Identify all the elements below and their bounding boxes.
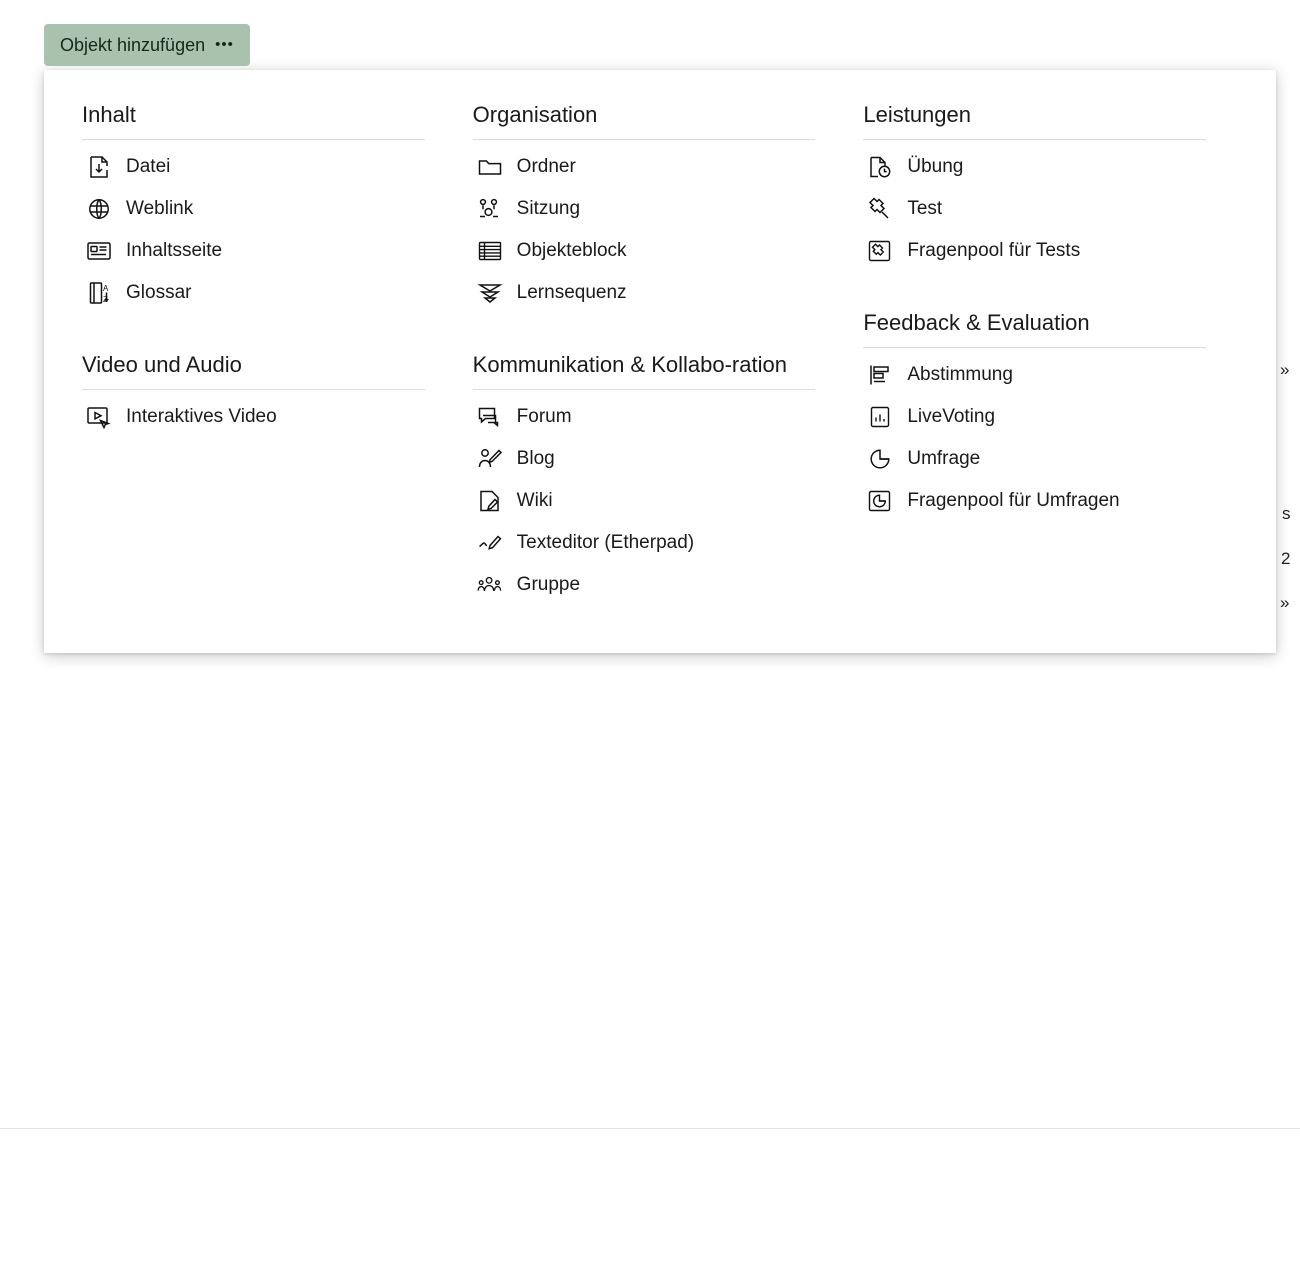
svg-text:Z: Z [103,294,108,304]
menu-item-lernsequenz[interactable] [473,272,816,314]
content-page-icon [86,238,112,264]
dropdown-column-organisation [465,96,856,633]
menu-item-label: Abstimmung [907,363,1013,385]
object-block-icon [477,238,503,264]
menu-item-weblink[interactable] [82,188,425,230]
menu-item-umfrage[interactable] [863,438,1206,480]
globe-link-icon [86,196,112,222]
background-fragment: » [1280,593,1290,612]
forum-icon [477,404,503,430]
group-title-video-und-audio: Video und Audio [82,346,425,390]
group-title-feedback-evaluation: Feedback & Evaluation [863,304,1206,348]
survey-pie-icon [867,446,893,472]
menu-item-label: Blog [516,447,555,469]
question-pool-test-icon [867,238,893,264]
menu-item-label: Texteditor (Etherpad) [516,531,695,553]
group-title-leistungen: Leistungen [863,96,1206,140]
menu-item-glossar[interactable] [82,272,425,314]
menu-item-label: Inhaltsseite [126,239,223,261]
menu-item-datei[interactable] [82,146,425,188]
menu-item-label: Fragenpool für Umfragen [907,489,1120,511]
menu-item-test[interactable] [863,188,1206,230]
poll-icon [867,362,893,388]
menu-item-label: Gruppe [516,573,581,595]
menu-item-blog[interactable] [473,438,816,480]
etherpad-icon [477,530,503,556]
ellipsis-icon: ••• [215,35,234,53]
menu-item-label: Objekteblock [516,239,627,261]
interactive-video-icon [86,404,112,430]
add-object-button-label: Objekt hinzufügen [60,34,206,55]
blog-icon [477,446,503,472]
file-download-icon [86,154,112,180]
group-title-kommunikation: Kommunikation & Kollabo-ration [473,346,816,390]
session-icon [477,196,503,222]
background-fragment: s [1282,504,1291,523]
menu-item-label: Forum [516,405,572,427]
menu-item-gruppe[interactable] [473,564,816,606]
svg-text:A: A [103,283,109,293]
menu-item-forum[interactable] [473,396,816,438]
group-title-inhalt: Inhalt [82,96,425,140]
menu-item-fragenpool-fuer-umfragen[interactable] [863,480,1206,522]
learning-sequence-icon [477,280,503,306]
menu-item-texteditor-etherpad[interactable] [473,522,816,564]
group-title-organisation: Organisation [473,96,816,140]
menu-item-label: Glossar [126,281,192,303]
live-voting-icon [867,404,893,430]
menu-item-label: Interaktives Video [126,405,277,427]
group-icon [477,572,503,598]
menu-item-fragenpool-fuer-tests[interactable] [863,230,1206,272]
menu-item-livevoting[interactable] [863,396,1206,438]
menu-item-label: Übung [907,155,964,177]
glossary-az-icon [86,280,112,306]
menu-item-label: LiveVoting [907,405,996,427]
menu-item-label: Lernsequenz [516,281,627,303]
menu-item-ordner[interactable] [473,146,816,188]
add-object-dropdown [44,70,1276,653]
wiki-icon [477,488,503,514]
menu-item-sitzung[interactable] [473,188,816,230]
dropdown-column-content [74,96,465,633]
menu-item-label: Wiki [516,489,553,511]
menu-item-label: Weblink [126,197,194,219]
menu-item-label: Sitzung [516,197,581,219]
menu-item-wiki[interactable] [473,480,816,522]
menu-item-interaktives-video[interactable] [82,396,425,438]
menu-item-label: Test [907,197,943,219]
menu-item-abstimmung[interactable] [863,354,1206,396]
menu-item-label: Fragenpool für Tests [907,239,1081,261]
folder-icon [477,154,503,180]
exercise-clock-icon [867,154,893,180]
test-puzzle-icon [867,196,893,222]
menu-item-label: Ordner [516,155,576,177]
question-pool-survey-icon [867,488,893,514]
menu-item-label: Umfrage [907,447,981,469]
dropdown-column-leistungen [855,96,1246,633]
menu-item-label: Datei [126,155,171,177]
menu-item-objekteblock[interactable] [473,230,816,272]
background-fragment: 2 [1281,549,1291,568]
background-fragment: » [1280,360,1290,379]
add-object-button[interactable] [44,24,250,66]
page-divider [0,1128,1300,1129]
menu-item-inhaltsseite[interactable] [82,230,425,272]
menu-item-uebung[interactable] [863,146,1206,188]
